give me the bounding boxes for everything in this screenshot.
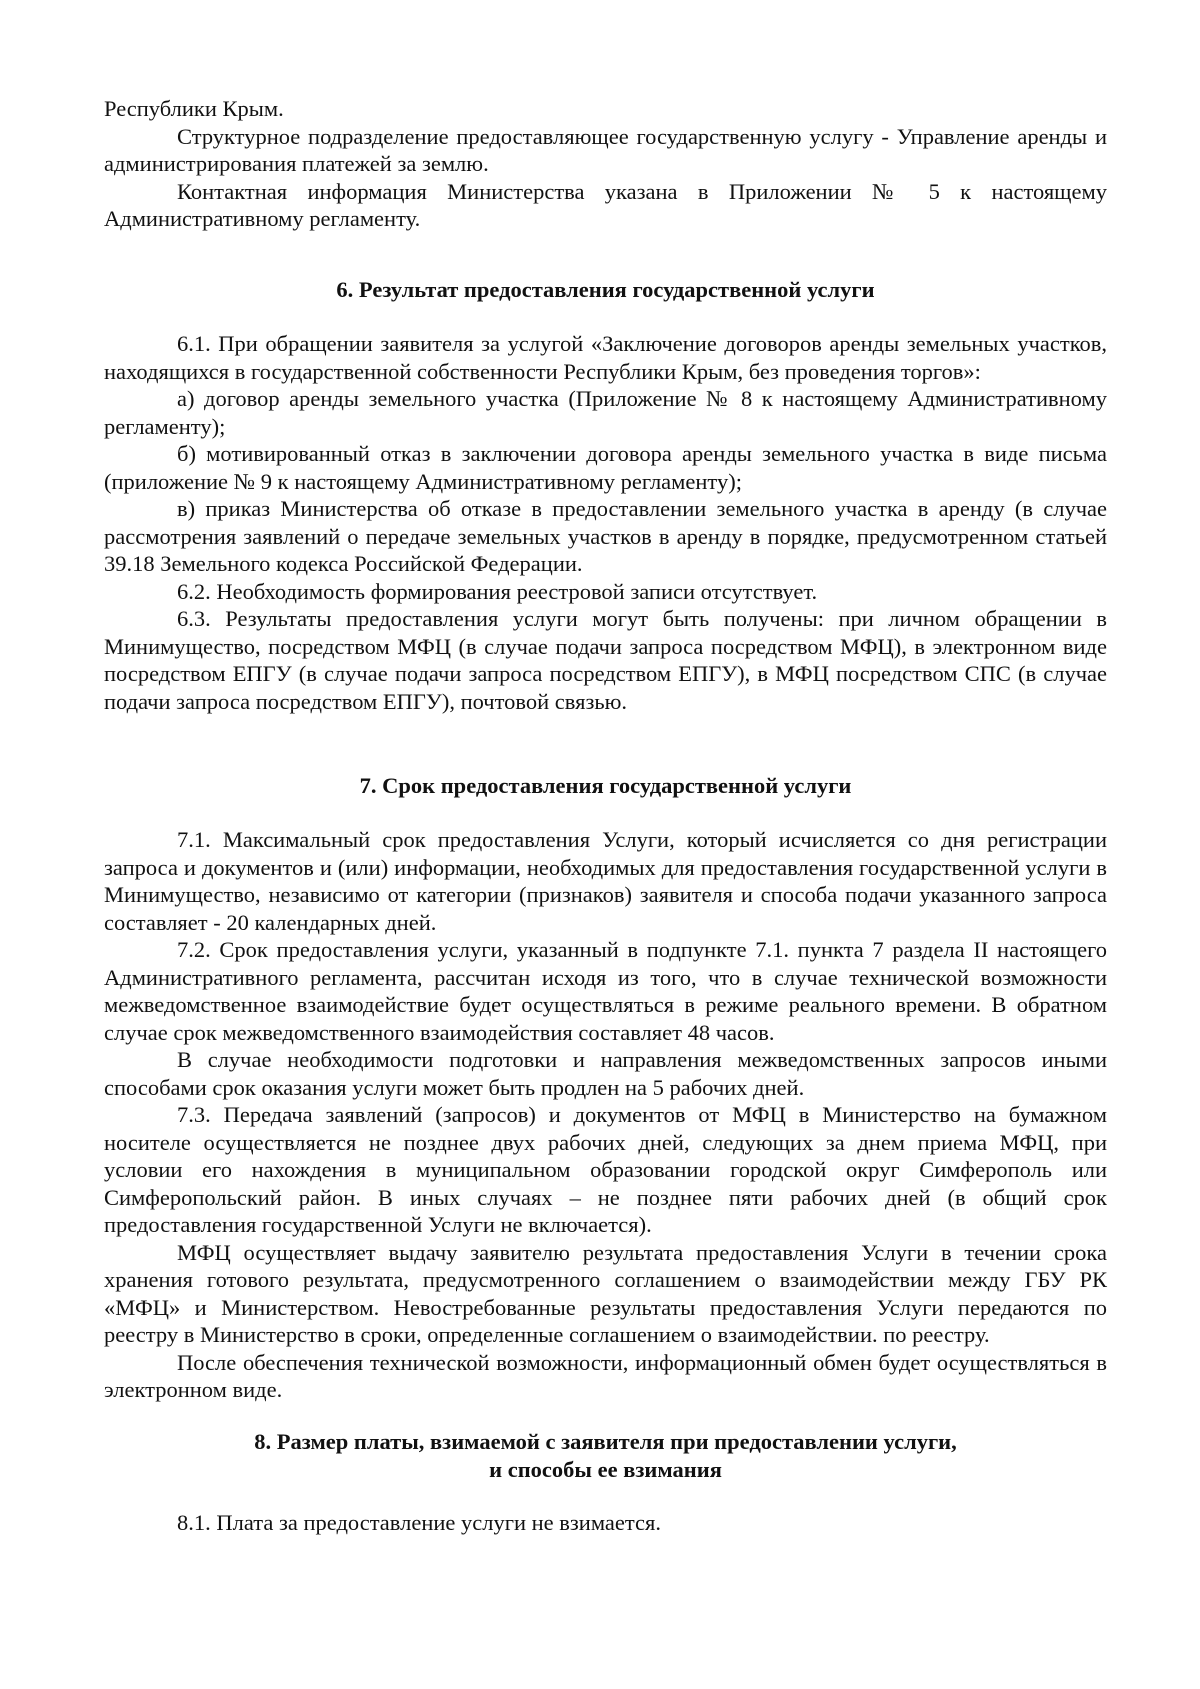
paragraph: 6.1. При обращении заявителя за услугой «Заключение договоров аренды земельных участков, находящихся в государственной собственности Республики Крым, без проведения торгов»: <box>104 331 1107 384</box>
section-8-title <box>104 1428 1107 1483</box>
paragraph: МФЦ осуществляет выдачу заявителю результата предоставления Услуги в течении срока хранения готового результата, предусмотренного соглашением о взаимодействии между ГБУ РК «МФЦ» и Министерством. Невостребованные результаты предоставления Услуги передаются по реестру в Министерство в сроки, определенные соглашением о взаимодействии. по реестру. <box>104 1239 1107 1347</box>
paragraph: Структурное подразделение предоставляющее государственную услугу - Управление аренды и администрирования платежей за землю. <box>104 123 1107 176</box>
paragraph: 7.1. Максимальный срок предоставления Услуги, который исчисляется со дня регистрации запроса и документов и (или) информации, необходимых для предоставления государственной услуги в Минимущество, независимо от категории (признаков) заявителя и способа подачи указанного запроса составляет - 20 календарных дней. <box>104 827 1107 935</box>
paragraph: 7.3. Передача заявлений (запросов) и документов от МФЦ в Министерство на бумажном носителе осуществляется не позднее двух рабочих дней, следующих за днем приема МФЦ, при условии его нахождения в муниципальном образовании городской округ Симферополь или Симферопольский район. В иных случаях – не позднее пяти рабочих дней (в общий срок предоставления государственной Услуги не включается). <box>104 1102 1107 1237</box>
section-8-body <box>104 1509 1107 1537</box>
section-8-title-line-2: и способы ее взимания <box>489 1456 722 1482</box>
paragraph: б) мотивированный отказ в заключении договора аренды земельного участка в виде письма (приложение № 9 к настоящему Административному регламенту); <box>104 441 1107 494</box>
section-7-body <box>104 826 1107 1404</box>
section-7-title: 7. Срок предоставления государственной услуги <box>359 773 852 798</box>
paragraph: 6.2. Необходимость формирования реестровой записи отсутствует. <box>177 578 818 604</box>
paragraph: 6.3. Результаты предоставления услуги могут быть получены: при личном обращении в Минимущество, посредством МФЦ (в случае подачи запроса посредством МФЦ), в электронном виде посредством ЕПГУ (в случае подачи запроса посредством ЕПГУ), в МФЦ посредством СПС (в случае подачи запроса посредством ЕПГУ), почтовой связью. <box>104 606 1107 714</box>
section-6-body <box>104 330 1107 715</box>
section-6-title: 6. Результат предоставления государственной услуги <box>336 277 875 302</box>
paragraph: После обеспечения технической возможности, информационный обмен будет осуществляться в электронном виде. <box>104 1349 1107 1402</box>
paragraph: в) приказ Министерства об отказе в предоставлении земельного участка в аренду (в случае рассмотрения заявлений о передаче земельных участков в аренду в порядке, предусмотренном статьей 39.18 Земельного кодекса Российской Федерации. <box>104 496 1107 576</box>
paragraph: В случае необходимости подготовки и направления межведомственных запросов иными способами срок оказания услуги может быть продлен на 5 рабочих дней. <box>104 1047 1107 1100</box>
paragraph: 8.1. Плата за предоставление услуги не взимается. <box>177 1510 661 1535</box>
paragraph: Контактная информация Министерства указана в Приложении № 5 к настоящему Административному регламенту. <box>104 178 1107 231</box>
paragraph: 7.2. Срок предоставления услуги, указанный в подпункте 7.1. пункта 7 раздела II настоящего Административного регламента, рассчитан исходя из того, что в случае технической возможности межведомственное взаимодействие будет осуществляться в режиме реального времени. В обратном случае срок межведомственного взаимодействия составляет 48 часов. <box>104 937 1107 1045</box>
section-8-title-line-1: 8. Размер платы, взимаемой с заявителя при предоставлении услуги, <box>254 1429 957 1454</box>
paragraph: Республики Крым. <box>104 96 284 121</box>
intro-block <box>104 95 1107 233</box>
paragraph: а) договор аренды земельного участка (Приложение № 8 к настоящему Административному регламенту); <box>104 386 1107 439</box>
